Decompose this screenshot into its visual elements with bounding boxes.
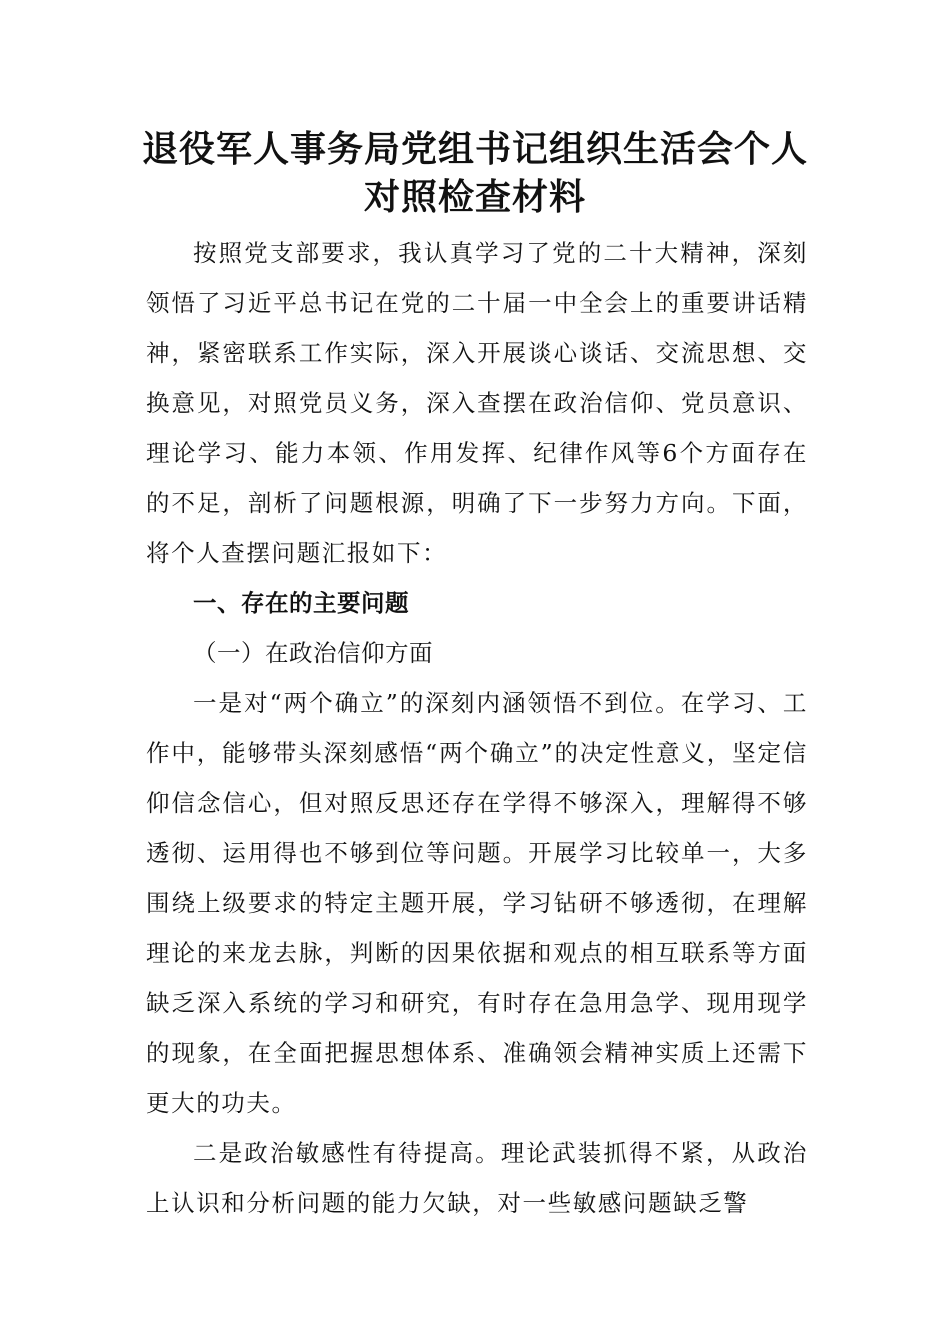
document-title — [100, 126, 850, 222]
title-line-2: 对照检查材料 — [363, 177, 586, 218]
paragraph-point-two: 二是政治敏感性有待提高。理论武装抓得不紧，从政治上认识和分析问题的能力欠缺，对一些敏感问题缺乏警 — [146, 1139, 808, 1217]
title-line-1: 退役军人事务局党组书记组织生活会个人 — [141, 129, 808, 170]
paragraph-intro: 按照党支部要求，我认真学习了党的二十大精神，深刻领悟了习近平总书记在党的二十届一中全会上的重要讲话精神，紧密联系工作实际，深入开展谈心谈话、交流思想、交换意见，对照党员义务，深入查摆在政治信仰、党员意识、理论学习、能力本领、作用发挥、纪律作风等6个方面存在的不足，剖析了问题根源，明确了下一步努力方向。下面，将个人查摆问题汇报如下： — [146, 239, 808, 567]
section-heading-main-problems: 一、存在的主要问题 — [193, 589, 409, 617]
document-body — [146, 228, 808, 1228]
paragraph-point-one: 一是对“两个确立”的深刻内涵领悟不到位。在学习、工作中，能够带头深刻感悟“两个确立”的决定性意义，坚定信仰信念信心，但对照反思还存在学得不够深入，理解得不够透彻、运用得也不够到位等问题。开展学习比较单一，大多围绕上级要求的特定主题开展，学习钻研不够透彻，在理解理论的来龙去脉，判断的因果依据和观点的相互联系等方面缺乏深入系统的学习和研究，有时存在急用急学、现用现学的现象，在全面把握思想体系、准确领会精神实质上还需下更大的功夫。 — [146, 689, 808, 1117]
subsection-heading-political-belief: （一）在政治信仰方面 — [193, 639, 433, 667]
